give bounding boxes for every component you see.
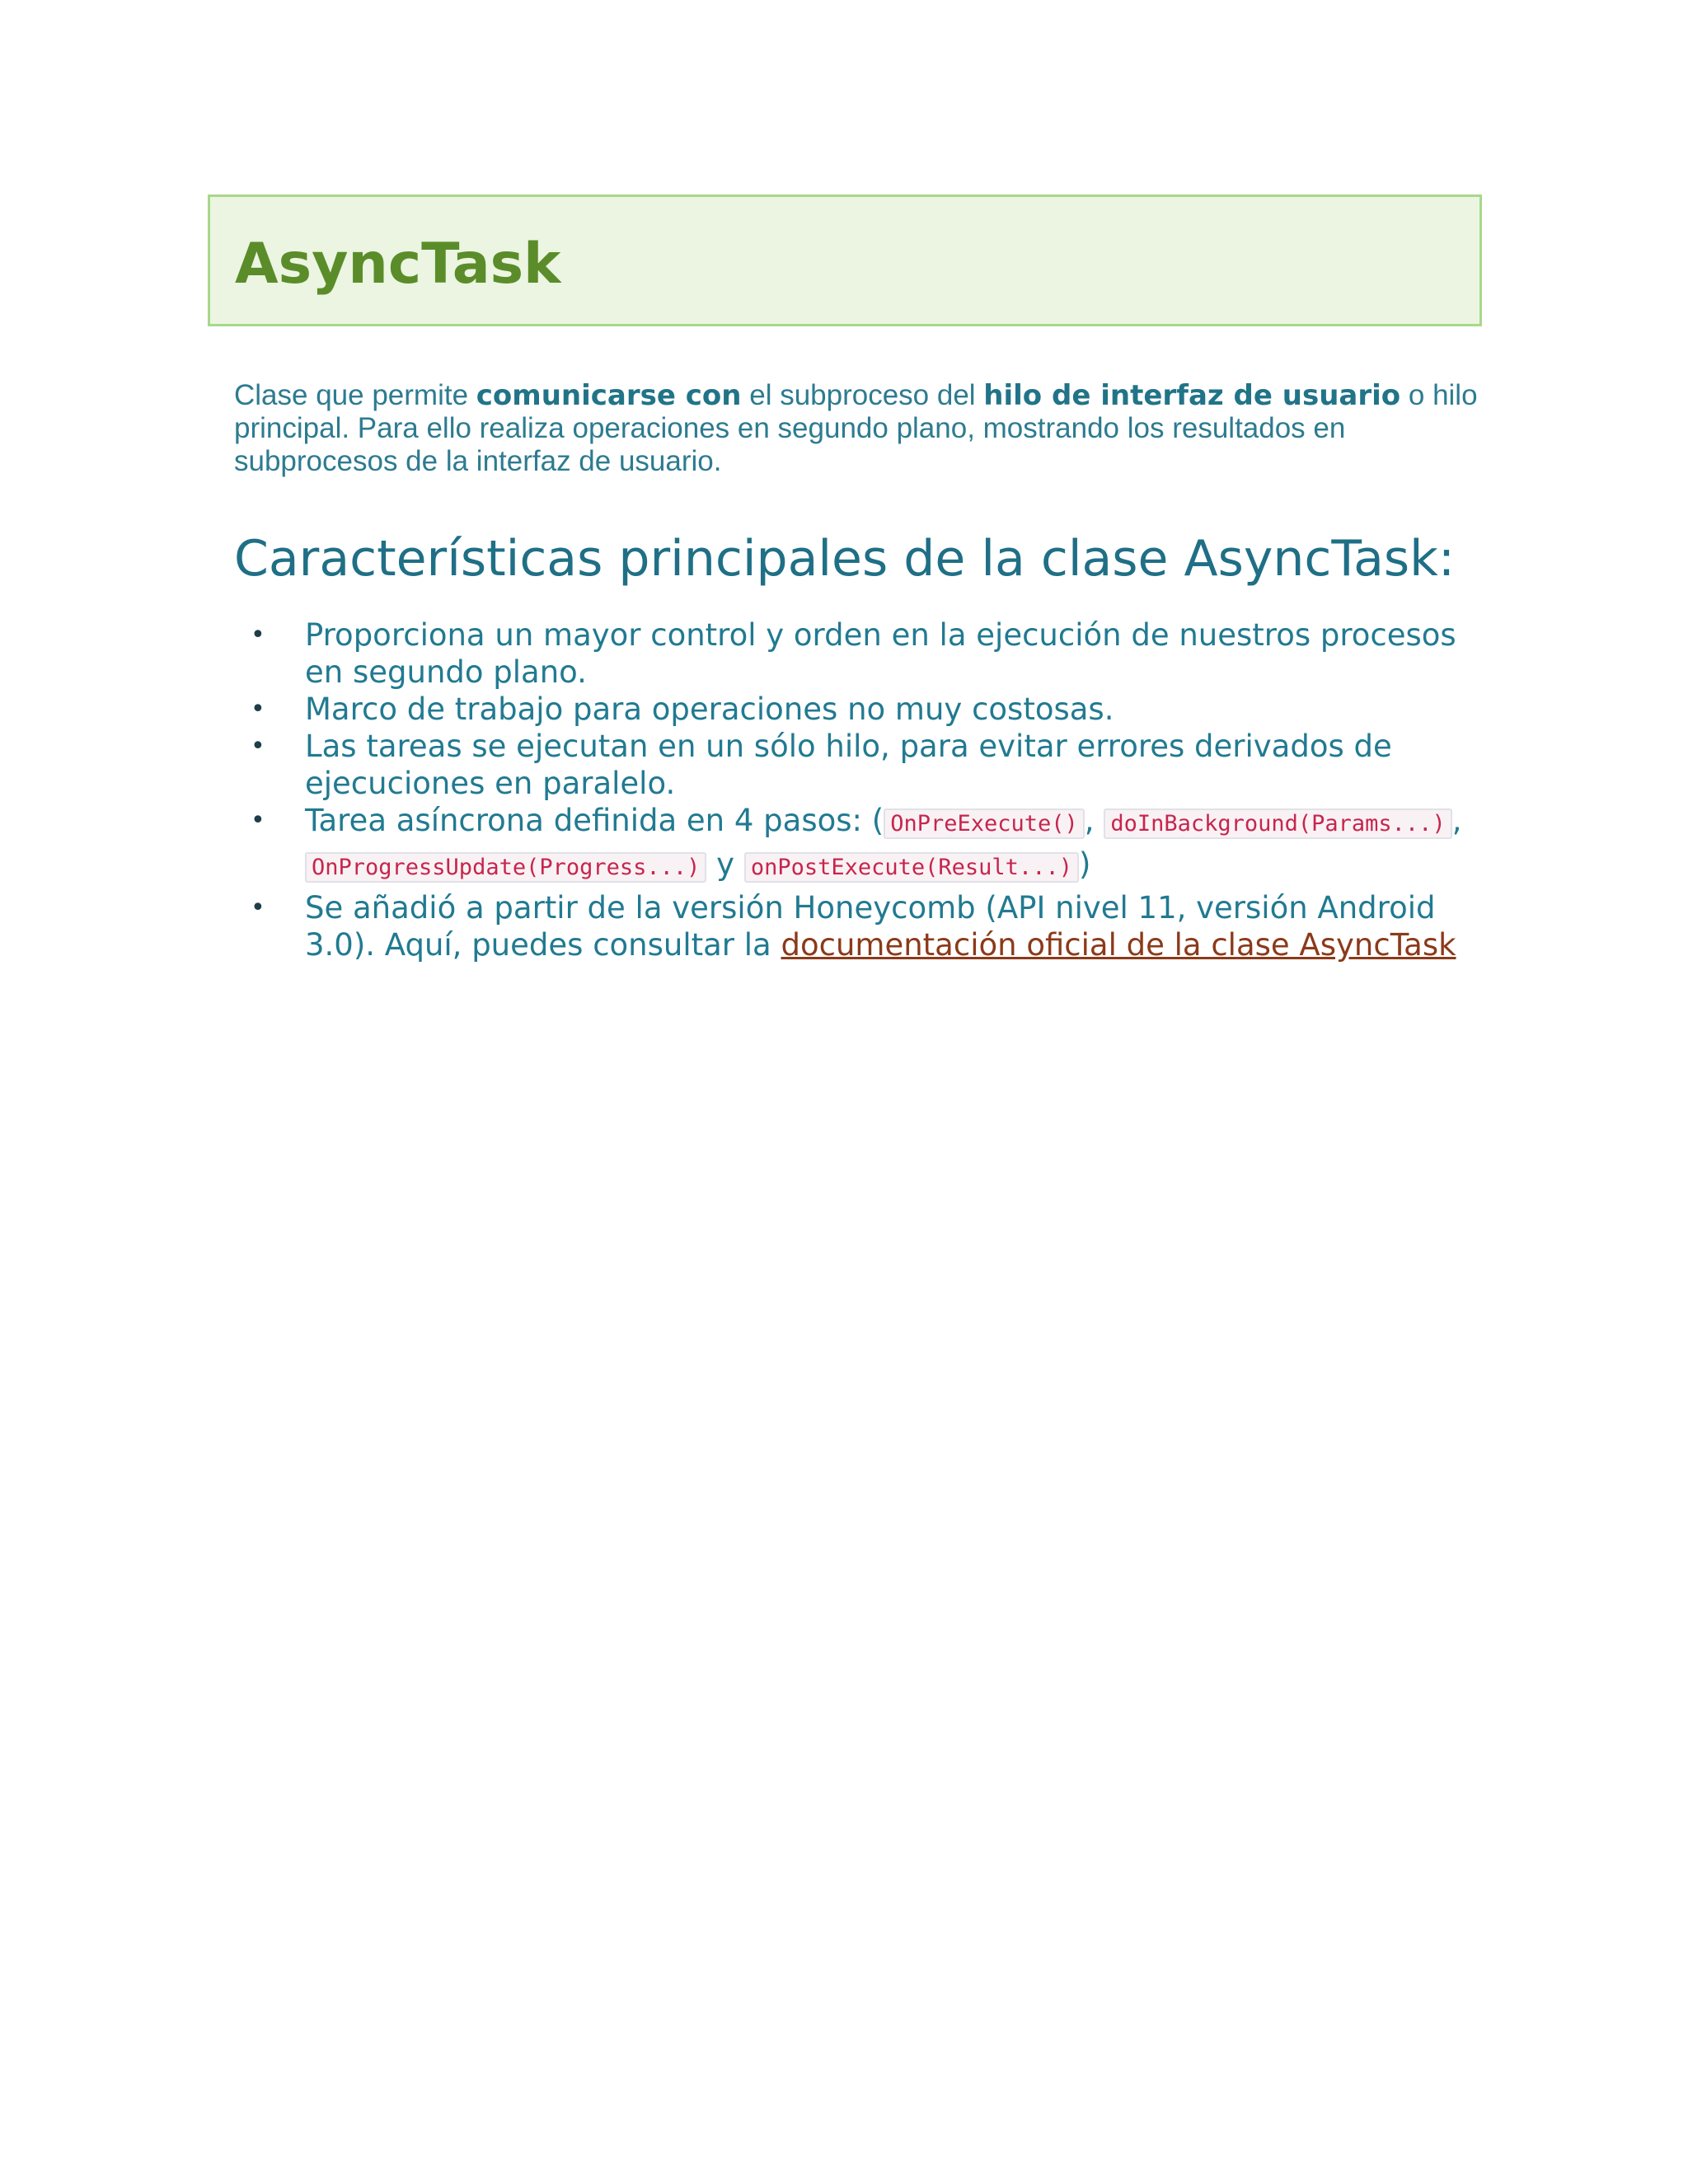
page-title: AsyncTask [235,232,561,297]
intro-text-3: o hilo principal. Para ello realiza operaciones en segundo plano, mostrando los resultados en subprocesos de la interfaz de usuario. [234,379,1478,477]
close-paren: ) [1078,846,1091,882]
features-list [234,616,1482,963]
separator: , [1451,803,1462,838]
section-heading: Características principales de la clase AsyncTask: [234,530,1456,588]
code-onpostexecute: onPostExecute(Result...) [744,852,1079,883]
intro-text-1: Clase que permite [234,379,476,411]
conjunction: y [706,846,744,882]
code-onpreexecute: OnPreExecute() [884,808,1085,839]
feature-text-1: Proporciona un mayor control y orden en la ejecución de nuestros procesos en segundo plano. [305,617,1456,690]
title-box [208,194,1482,326]
intro-bold-1: comunicarse con [476,379,742,412]
list-item [234,691,1482,728]
documentation-link[interactable]: documentación oficial de la clase AsyncTask [781,927,1456,963]
list-item [234,728,1482,802]
feature-text-2: Marco de trabajo para operaciones no muy costosas. [305,691,1114,727]
document-content [208,194,1482,963]
feature-text-3: Las tareas se ejecutan en un sólo hilo, para evitar errores derivados de ejecuciones en paralelo. [305,729,1392,801]
feature-text-5: Se añadió a partir de la versión Honeycomb (API nivel 11, versión Android 3.0). Aquí, puedes consultar la [305,890,1436,963]
list-item [234,616,1482,691]
intro-text-2: el subproceso del [741,379,984,411]
list-item [234,802,1482,889]
intro-paragraph [234,379,1479,478]
separator: , [1084,803,1104,838]
code-doinbackground: doInBackground(Params...) [1104,808,1451,839]
list-item [234,889,1482,963]
code-onprogressupdate: OnProgressUpdate(Progress...) [305,852,706,883]
open-paren: ( [871,803,884,838]
feature-text-4: Tarea asíncrona definida en 4 pasos: [305,803,872,838]
intro-bold-2: hilo de interfaz de usuario [983,379,1401,412]
